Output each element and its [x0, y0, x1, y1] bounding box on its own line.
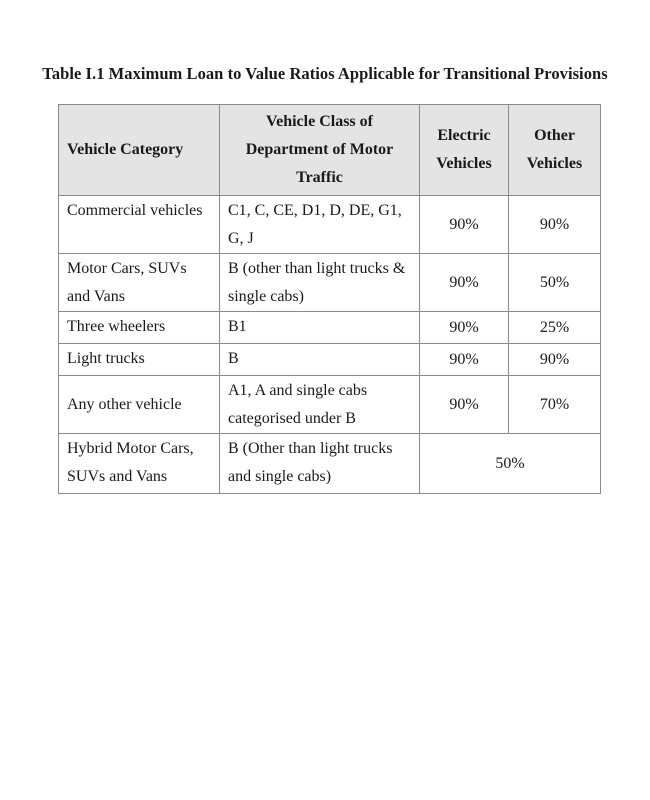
- cell-electric: 90%: [420, 344, 509, 376]
- ltv-ratio-table: [58, 104, 601, 494]
- cell-class: C1, C, CE, D1, D, DE, G1, G, J: [220, 196, 420, 254]
- table-row: [59, 344, 601, 376]
- cell-class: B1: [220, 312, 420, 344]
- header-other-vehicles: Other Vehicles: [509, 105, 601, 196]
- cell-other: 90%: [509, 344, 601, 376]
- cell-electric: 90%: [420, 196, 509, 254]
- cell-combined: 50%: [420, 434, 601, 494]
- cell-other: 90%: [509, 196, 601, 254]
- cell-class: B (Other than light trucks and single cabs): [220, 434, 420, 494]
- cell-other: 50%: [509, 254, 601, 312]
- table-row: [59, 434, 601, 494]
- header-electric-vehicles: Electric Vehicles: [420, 105, 509, 196]
- cell-electric: 90%: [420, 376, 509, 434]
- header-vehicle-class: Vehicle Class of Department of Motor Traffic: [220, 105, 420, 196]
- cell-other: 70%: [509, 376, 601, 434]
- header-vehicle-category: Vehicle Category: [59, 105, 220, 196]
- table-row: [59, 254, 601, 312]
- table-row: [59, 196, 601, 254]
- table-row: [59, 312, 601, 344]
- cell-category: Three wheelers: [59, 312, 220, 344]
- cell-category: Motor Cars, SUVs and Vans: [59, 254, 220, 312]
- cell-class: A1, A and single cabs categorised under B: [220, 376, 420, 434]
- cell-category: Commercial vehicles: [59, 196, 220, 254]
- cell-category: Hybrid Motor Cars, SUVs and Vans: [59, 434, 220, 494]
- cell-electric: 90%: [420, 254, 509, 312]
- cell-class: B (other than light trucks & single cabs): [220, 254, 420, 312]
- cell-class: B: [220, 344, 420, 376]
- cell-electric: 90%: [420, 312, 509, 344]
- cell-category: Any other vehicle: [59, 376, 220, 434]
- table-row: [59, 376, 601, 434]
- table-caption: Table I.1 Maximum Loan to Value Ratios Applicable for Transitional Provisions: [42, 64, 608, 83]
- table-header-row: [59, 105, 601, 196]
- cell-category: Light trucks: [59, 344, 220, 376]
- cell-other: 25%: [509, 312, 601, 344]
